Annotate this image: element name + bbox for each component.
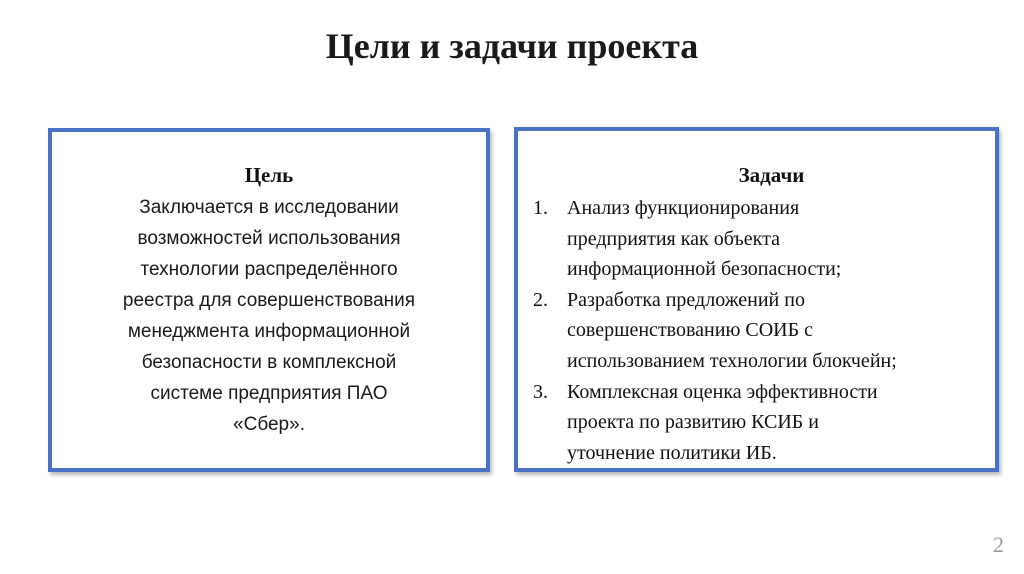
task-number: 1. <box>533 197 548 219</box>
tasks-box <box>514 127 999 472</box>
task-text-line: Разработка предложений по <box>567 288 805 311</box>
task-item <box>533 377 995 469</box>
goal-text-line: «Сбер». <box>233 414 305 435</box>
goal-heading: Цель <box>244 163 294 187</box>
goal-text-line: технологии распределённого <box>140 259 398 280</box>
goal-text-line: возможностей использования <box>137 228 401 249</box>
tasks-heading: Задачи <box>738 163 805 187</box>
task-item <box>533 193 995 285</box>
goal-text-line: менеджмента информационной <box>127 321 411 342</box>
task-text-line: использованием технологии блокчейн; <box>567 349 897 372</box>
task-text-line: Комплексная оценка эффективности <box>567 380 878 403</box>
task-number: 3. <box>533 380 548 403</box>
task-text-line: информационной безопасности; <box>567 258 842 281</box>
task-number: 2. <box>533 288 548 311</box>
task-text-line: уточнение политики ИБ. <box>567 441 777 464</box>
task-text-line: проекта по развитию КСИБ и <box>567 411 819 434</box>
goal-text-line: Заключается в исследовании <box>139 197 399 218</box>
page-number: 2 <box>993 532 1004 557</box>
goal-text <box>72 192 466 440</box>
tasks-list <box>533 193 995 468</box>
goal-text-line: системе предприятия ПАО <box>150 383 388 404</box>
task-text-line: совершенствованию СОИБ с <box>567 319 813 342</box>
task-text-line: предприятия как объекта <box>567 227 780 250</box>
goal-box <box>48 128 490 472</box>
task-text-line: Анализ функционирования <box>567 197 800 219</box>
task-item <box>533 285 995 377</box>
goal-text-line: безопасности в комплексной <box>141 352 397 373</box>
goal-text-line: реестра для совершенствования <box>122 290 416 311</box>
slide-title: Цели и задачи проекта <box>325 26 699 66</box>
